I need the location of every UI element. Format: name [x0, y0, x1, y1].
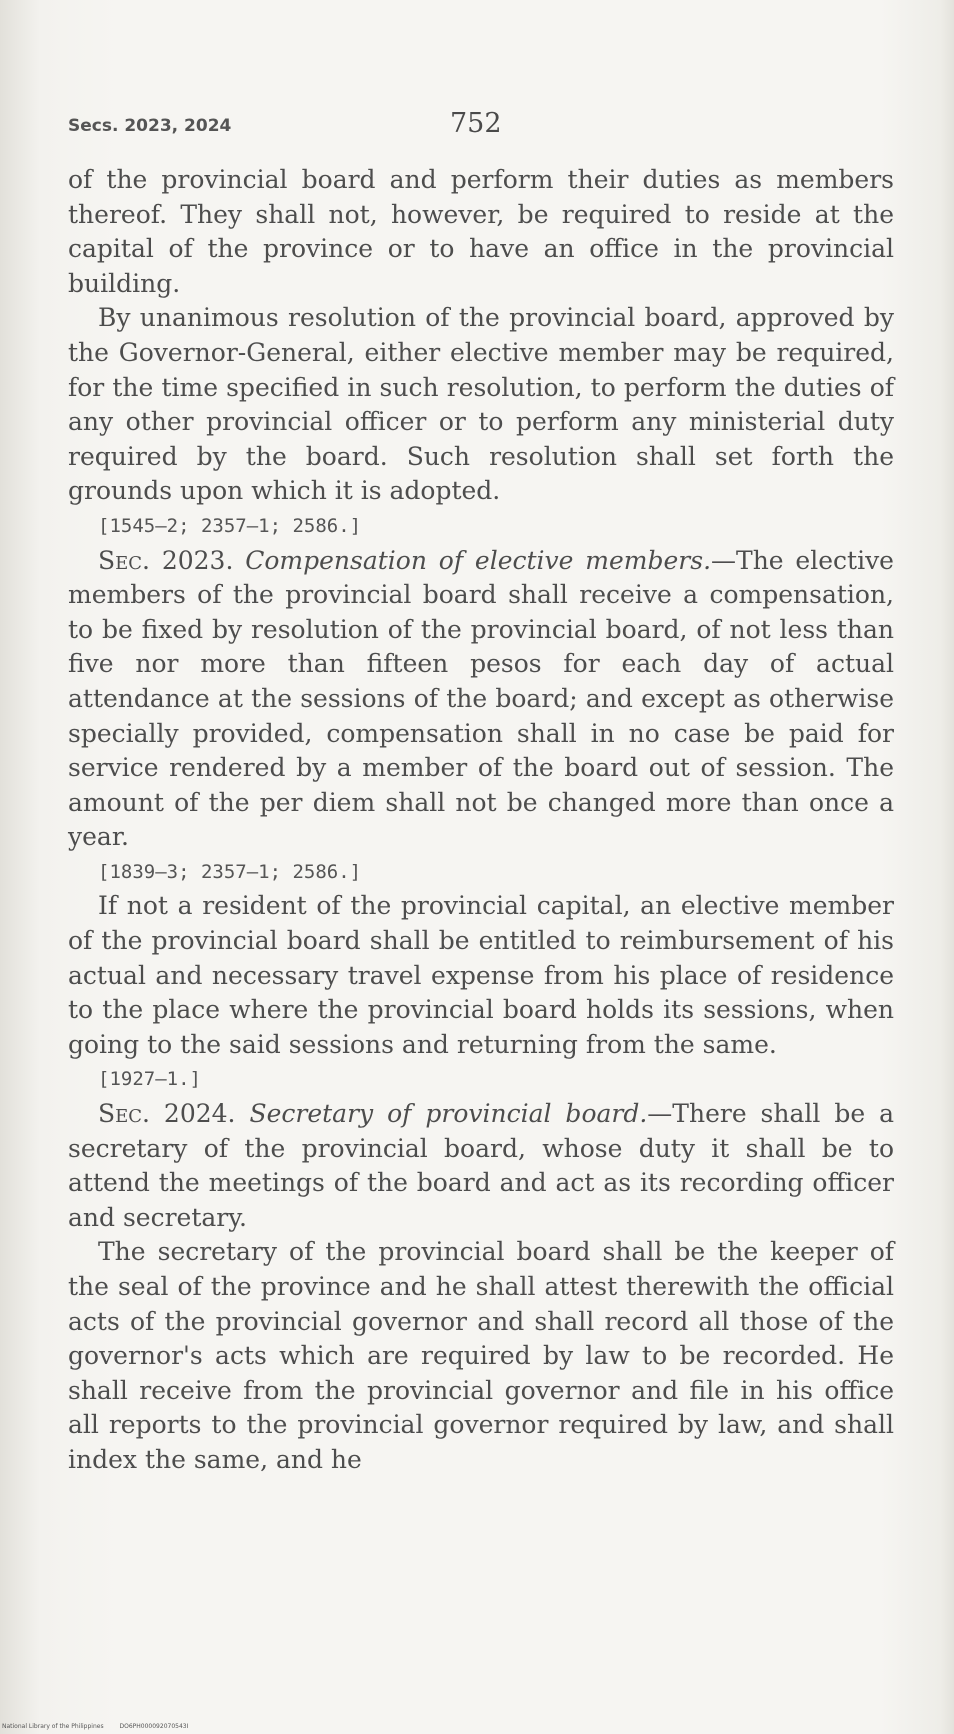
- section-text: —There shall be a secretary of the provincial board, whose duty it shall be to attend the meetings of the board and act as its recording officer and secretary.: [68, 1099, 894, 1232]
- section-label: Sec. 2023.: [98, 545, 234, 575]
- page-number: 752: [450, 108, 502, 139]
- paragraph-resolution: By unanimous resolution of the provincial board, approved by the Governor-General, either elective member may be required, for the time specified in such resolution, to perform the duties of any other provincial officer or to perform any ministerial duty required by the board. Such resolution shall set forth the grounds upon which it is adopted.: [68, 303, 894, 506]
- scan-footer: [2, 1723, 202, 1730]
- citation: [1545—2; 2357—1; 2586.]: [98, 514, 362, 537]
- section-reference: Secs. 2023, 2024: [68, 116, 232, 136]
- section-2023: [68, 544, 894, 855]
- library-name: National Library of the Philippines: [2, 1723, 104, 1730]
- paragraph-secretary-duties: The secretary of the provincial board shall be the keeper of the seal of the province and he shall attest therewith the official acts of the provincial governor and shall record all those of the governor's acts which are required by law to be recorded. He shall receive from the provincial governor and file in his office all reports to the provincial governor required by law, and shall index the same, and he: [68, 1237, 894, 1474]
- running-head: [68, 108, 898, 138]
- citation: [1839—3; 2357—1; 2586.]: [98, 860, 362, 883]
- section-title: Compensation of elective members.: [245, 545, 712, 575]
- section-label: Sec. 2024.: [98, 1099, 236, 1129]
- scan-code: DO6PH000092070543I: [119, 1723, 189, 1730]
- paragraph-travel-expense: If not a resident of the provincial capital, an elective member of the provincial board shall be entitled to reimbursement of his actual and necessary travel expense from his place of residence to the place where the provincial board holds its sessions, when going to the said sessions and returning from the same.: [68, 891, 894, 1059]
- citation: [1927—1.]: [98, 1068, 201, 1091]
- body-text: [68, 163, 894, 1478]
- section-2024: [68, 1097, 894, 1235]
- section-title: Secretary of provincial board.: [249, 1099, 648, 1129]
- paragraph-continuation: of the provincial board and perform their duties as members thereof. They shall not, however, be required to reside at the capital of the province or to have an office in the provincial building.: [68, 165, 894, 298]
- section-text: —The elective members of the provincial board shall receive a compensation, to be fixed by resolution of the provincial board, of not less than five nor more than fifteen pesos for each day of actual attendance at the sessions of the board; and except as otherwise specially provided, compensation shall in no case be paid for service rendered by a member of the board out of session. The amount of the per diem shall not be changed more than once a year.: [68, 545, 894, 852]
